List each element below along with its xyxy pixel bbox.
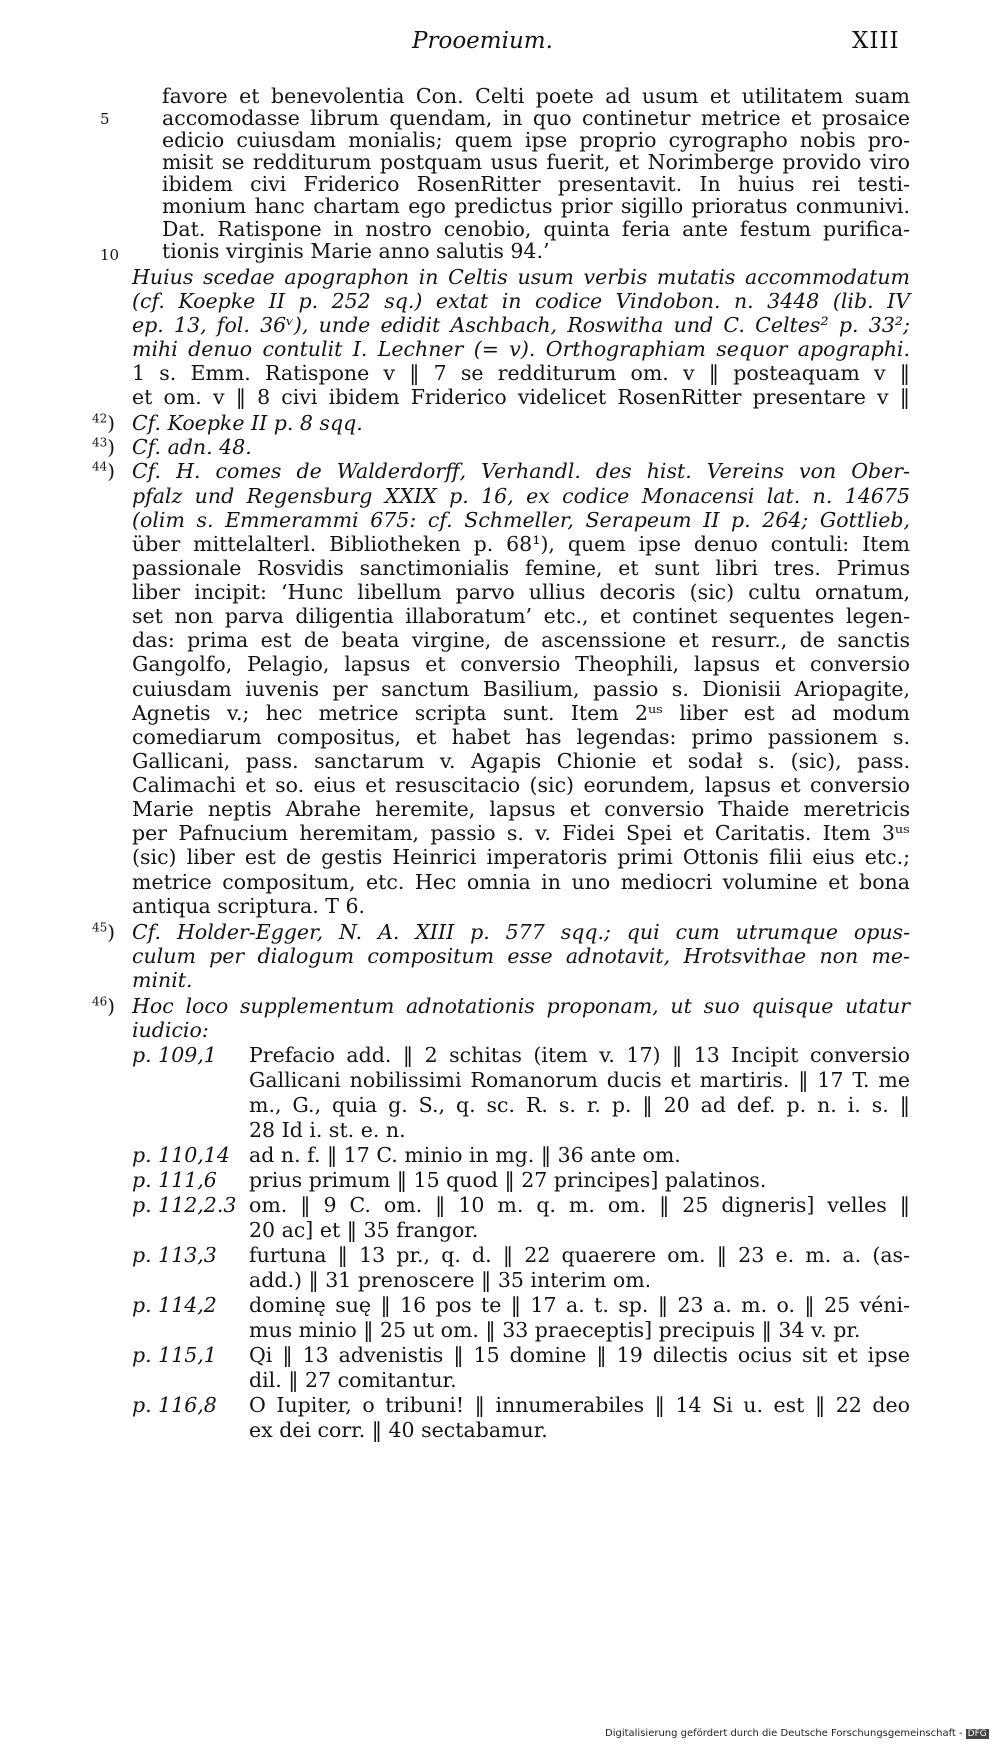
variant-line: mus minio ‖ 25 ut om. ‖ 33 praeceptis] precipuis ‖ 34 v. pr. — [249, 1318, 861, 1342]
variant-line: m., G., quia g. S., q. sc. R. s. r. p. ‖ 20 ad def. p. n. i. s. ‖ — [249, 1093, 910, 1117]
footnote-marker: $^{42}$) — [92, 411, 116, 435]
body-line: edicio cuiusdam monialis; quem ipse proprio cyrographo nobis pro- — [162, 128, 910, 152]
variant-line: om. ‖ 9 C. om. ‖ 10 m. q. m. om. ‖ 25 digneris] velles ‖ — [249, 1193, 910, 1217]
dfg-logo: DFG — [967, 1729, 987, 1739]
footnote-line: minit. — [132, 968, 193, 992]
footnote-line: liber incipit: ‘Hunc libellum parvo ullius decoris (sic) cultu ornatum, — [132, 580, 910, 604]
footnote-line: comediarum compositus, et habet has legendas: primo passionem s. — [132, 725, 910, 749]
variant-line: Prefacio add. ‖ 2 schitas (item v. 17) ‖ 13 Incipit conversio — [249, 1043, 910, 1067]
footnote-line: cuiusdam iuvenis per sanctum Basilium, passio s. Dionisii Ariopagite, — [132, 677, 910, 701]
footnote-marker: $^{44}$) — [92, 459, 116, 483]
body-line: ibidem civi Friderico RosenRitter presentavit. In huius rei testi- — [162, 172, 910, 196]
running-head: Prooemium. — [412, 28, 553, 54]
line-number: 10 — [100, 246, 120, 264]
variant-line: O Iupiter, o tribuni! ‖ innumerabiles ‖ 14 Si u. est ‖ 22 deo — [249, 1393, 910, 1417]
note-line: Huius scedae apographon in Celtis usum verbis mutatis accommodatum — [132, 265, 910, 289]
footnote-line: per Pafnucium heremitam, passio s. v. Fidei Spei et Caritatis. Item 3ᵘˢ — [132, 821, 910, 845]
body-line: tionis virginis Marie anno salutis 94.’ — [162, 239, 550, 263]
variant-line: furtuna ‖ 13 pr., q. d. ‖ 22 quaerere om. ‖ 23 e. m. a. (as- — [249, 1243, 910, 1267]
variant-line: dominę suę ‖ 16 pos te ‖ 17 a. t. sp. ‖ 23 a. m. o. ‖ 25 vénі- — [249, 1293, 910, 1317]
variant-ref: p. 112,2.3 — [132, 1193, 237, 1217]
footnote-line: (olim s. Emmerammi 675: cf. Schmeller, Serapeum II p. 264; Gottlieb, — [132, 508, 910, 532]
note-line: ep. 13, fol. 36ᵛ), unde edidit Aschbach, Roswitha und C. Celtes² p. 33²; — [132, 313, 910, 337]
body-line: Dat. Ratispone in nostro cenobio, quinta feria ante festum purifica- — [162, 217, 910, 241]
footnote-line: Gangolfo, Pelagio, lapsus et conversio Theophili, lapsus et conversio — [132, 652, 910, 676]
footnote-line: das: prima est de beata virgine, de ascenssione et resurr., de sanctis — [132, 628, 910, 652]
line-number: 5 — [100, 110, 110, 128]
footnote-line: Cf. Holder-Egger, N. A. XIII p. 577 sqq.; qui cum utrumque opus- — [132, 920, 910, 944]
footnote-marker: $^{45}$) — [92, 920, 116, 944]
variant-ref: p. 115,1 — [132, 1343, 217, 1367]
note-line: 1 s. Emm. Ratispone v ‖ 7 se redditurum om. v ‖ posteaquam v ‖ — [132, 361, 910, 385]
variant-line: add.) ‖ 31 prenoscere ‖ 35 interim om. — [249, 1268, 652, 1292]
variant-line: 28 Id i. st. e. n. — [249, 1118, 406, 1142]
footnote-line: antiqua scriptura. T 6. — [132, 894, 366, 918]
variant-ref: p. 114,2 — [132, 1293, 217, 1317]
note-line: (cf. Koepke II p. 252 sq.) extat in codice Vindobon. n. 3448 (lib. IV — [132, 289, 910, 313]
variant-ref: p. 116,8 — [132, 1393, 217, 1417]
footnote-line: Hoc loco supplementum adnotationis proponam, ut suo quisque utatur — [132, 994, 910, 1018]
digitization-footer — [605, 1728, 989, 1739]
footnote-line: iudicio: — [132, 1018, 209, 1042]
variant-line: Qi ‖ 13 advenistis ‖ 15 domine ‖ 19 dilectis ocius sit et ipse — [249, 1343, 910, 1367]
footnote-line: set non parva diligentia illaboratum’ etc., et continet sequentes legen- — [132, 604, 910, 628]
footnote-marker: $^{46}$) — [92, 994, 116, 1018]
body-line: favore et benevolentia Con. Celti poete ad usum et utilitatem suam — [162, 84, 910, 108]
variant-line: dil. ‖ 27 comitantur. — [249, 1368, 457, 1392]
variant-line: ad n. f. ‖ 17 C. minio in mg. ‖ 36 ante om. — [249, 1143, 681, 1167]
footnote-line: Calimachi et so. eius et resuscitacio (sic) eorundem, lapsus et conversio — [132, 773, 910, 797]
footnote-line: (sic) liber est de gestis Heinrici imperatoris primi Ottonis filii eius etc.; — [132, 845, 910, 869]
footnote-line: passionale Rosvidis sanctimonialis femine, et sunt libri tres. Primus — [132, 556, 910, 580]
footnote-marker: $^{43}$) — [92, 435, 116, 459]
variant-ref: p. 113,3 — [132, 1243, 217, 1267]
variant-ref: p. 111,6 — [132, 1168, 217, 1192]
note-line: mihi denuo contulit I. Lechner (= v). Orthographiam sequor apographi. — [132, 337, 910, 361]
page-number: XIII — [852, 28, 900, 54]
footnote-line: über mittelalterl. Bibliotheken p. 68¹), quem ipse denuo contuli: Item — [132, 532, 910, 556]
footnote-line: culum per dialogum compositum esse adnotavit, Hrotsvithae non me- — [132, 944, 910, 968]
note-line: et om. v ‖ 8 civi ibidem Friderico videlicet RosenRitter presentare v ‖ — [132, 385, 910, 409]
body-line: misit se redditurum postquam usus fuerit, et Norimberge provido viro — [162, 150, 910, 174]
variant-line: 20 ac] et ‖ 35 frangor. — [249, 1218, 479, 1242]
variant-line: prius primum ‖ 15 quod ‖ 27 principes] palatinos. — [249, 1168, 767, 1192]
variant-ref: p. 109,1 — [132, 1043, 217, 1067]
footnote-line: pfalz und Regensburg XXIX p. 16, ex codice Monacensi lat. n. 14675 — [132, 484, 910, 508]
footnote-line: Agnetis v.; hec metrice scripta sunt. Item 2ᵘˢ liber est ad modum — [132, 701, 910, 725]
variant-line: Gallicani nobilissimi Romanorum ducis et martiris. ‖ 17 T. me — [249, 1068, 910, 1092]
footnote-line: Marie neptis Abrahe heremite, lapsus et conversio Thaide meretricis — [132, 797, 910, 821]
footnote-line: Cf. adn. 48. — [132, 435, 252, 459]
body-line: accomodasse librum quendam, in quo continetur metrice et prosaice — [162, 106, 910, 130]
footer-text: Digitalisierung gefördert durch die Deutsche Forschungsgemeinschaft - — [605, 1728, 963, 1739]
footnote-line: metrice compositum, etc. Hec omnia in uno mediocri volumine et bona — [132, 870, 910, 894]
body-line: monium hanc chartam ego predictus prior sigillo prioratus conmunivi. — [162, 194, 910, 218]
footnote-line: Cf. H. comes de Walderdorff, Verhandl. des hist. Vereins von Ober- — [132, 459, 910, 483]
footnote-line: Gallicani, pass. sanctarum v. Agapis Chionie et sodał s. (sic), pass. — [132, 749, 910, 773]
variant-ref: p. 110,14 — [132, 1143, 230, 1167]
footnote-line: Cf. Koepke II p. 8 sqq. — [132, 411, 363, 435]
variant-line: ex dei corr. ‖ 40 sectabamur. — [249, 1418, 548, 1442]
